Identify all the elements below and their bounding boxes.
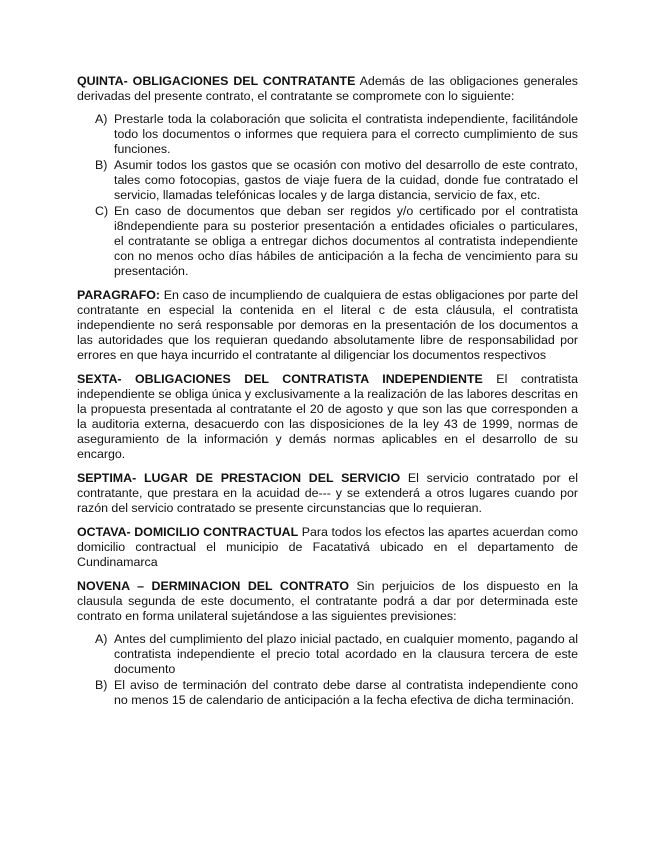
- novena-list: [77, 632, 578, 708]
- clause-text: Para todos los efectos las apartes acuerdan como domicilio contractual el municipio de Facatativá ubicado en el departamento de Cundinamarca: [77, 525, 579, 569]
- clause-heading: SEXTA- OBLIGACIONES DEL CONTRATISTA INDEPENDIENTE: [77, 372, 483, 386]
- list-item-text: Prestarle toda la colaboración que solicita el contratista independiente, facilitándole todo los documentos o informes que requiera para el correcto cumplimiento de sus funciones.: [114, 112, 578, 156]
- clause-septima: [77, 471, 578, 516]
- list-item: [95, 678, 578, 708]
- list-item-text: Asumir todos los gastos que se ocasión con motivo del desarrollo de este contrato, tales como fotocopias, gastos de viaje fuera de la cuidad, donde fue contratado el servicio, llamadas telefónicas locales y de larga distancia, servicio de fax, etc.: [114, 158, 578, 202]
- list-marker: A): [95, 632, 108, 646]
- clause-octava: [77, 525, 578, 570]
- clause-text: En caso de incumpliendo de cualquiera de estas obligaciones por parte del contratante en especial la contenida en el literal c de esta cláusula, el contratista independiente no será responsable por demoras en la presentación de los documentos a las autoridades que los requieran quedando absolutamente libre de responsabilidad por errores en que haya incurrido el contratante al diligenciar los documentos respectivos: [77, 288, 578, 362]
- list-item: [95, 204, 578, 279]
- list-marker: B): [95, 158, 108, 172]
- clause-text: Sin perjuicios de los dispuesto en la clausula segunda de este documento, el contratante podrá a dar por determinada este contrato en forma unilateral sujetándose a las siguientes previsiones:: [77, 579, 578, 623]
- clause-heading: NOVENA – DERMINACION DEL CONTRATO: [77, 579, 349, 593]
- quinta-list: [77, 112, 578, 279]
- clause-heading: QUINTA- OBLIGACIONES DEL CONTRATANTE: [77, 74, 356, 88]
- list-item: [95, 158, 578, 203]
- list-item-text: En caso de documentos que deban ser regidos y/o certificado por el contratista i8ndependiente para su posterior presentación a entidades oficiales o particulares, el contratante se obliga a entregar dichos documentos al contratista independiente con no menos ocho días hábiles de anticipación a la fecha de vencimiento para su presentación.: [114, 204, 578, 278]
- clause-text: El servicio contratado por el contratante, que prestara en la acuidad de--- y se extenderá a otros lugares cuando por razón del servicio contratado se presente circunstancias que lo requieran.: [77, 471, 578, 515]
- list-marker: C): [95, 204, 109, 218]
- clause-text: El contratista independiente se obliga única y exclusivamente a la realización de las labores descritas en la propuesta presentada al contratante el 20 de agosto y que son las que corresponden a la auditoria externa, desacuerdo con las disposiciones de la ley 43 de 1999, normas de aseguramiento de la información y demás normas aplicables en el desarrollo de su encargo.: [77, 372, 578, 461]
- clause-sexta: [77, 372, 578, 462]
- list-marker: B): [95, 678, 108, 692]
- clause-text: Además de las obligaciones generales derivadas del presente contrato, el contratante se compromete con lo siguiente:: [77, 74, 578, 103]
- clause-heading: PARAGRAFO:: [77, 288, 161, 302]
- clause-novena: [77, 579, 578, 624]
- list-item: [95, 632, 578, 677]
- clause-paragrafo: [77, 288, 578, 363]
- list-item: [95, 112, 578, 157]
- list-marker: A): [95, 112, 108, 126]
- list-item-text: El aviso de terminación del contrato debe darse al contratista independiente cono no menos 15 de calendario de anticipación a la fecha efectiva de dicha terminación.: [114, 678, 578, 707]
- clause-heading: SEPTIMA- LUGAR DE PRESTACION DEL SERVICIO: [77, 471, 401, 485]
- clause-heading: OCTAVA- DOMICILIO CONTRACTUAL: [77, 525, 299, 539]
- list-item-text: Antes del cumplimiento del plazo inicial pactado, en cualquier momento, pagando al contratista independiente el precio total acordado en la clausura tercera de este documento: [114, 632, 578, 676]
- clause-quinta: [77, 74, 578, 104]
